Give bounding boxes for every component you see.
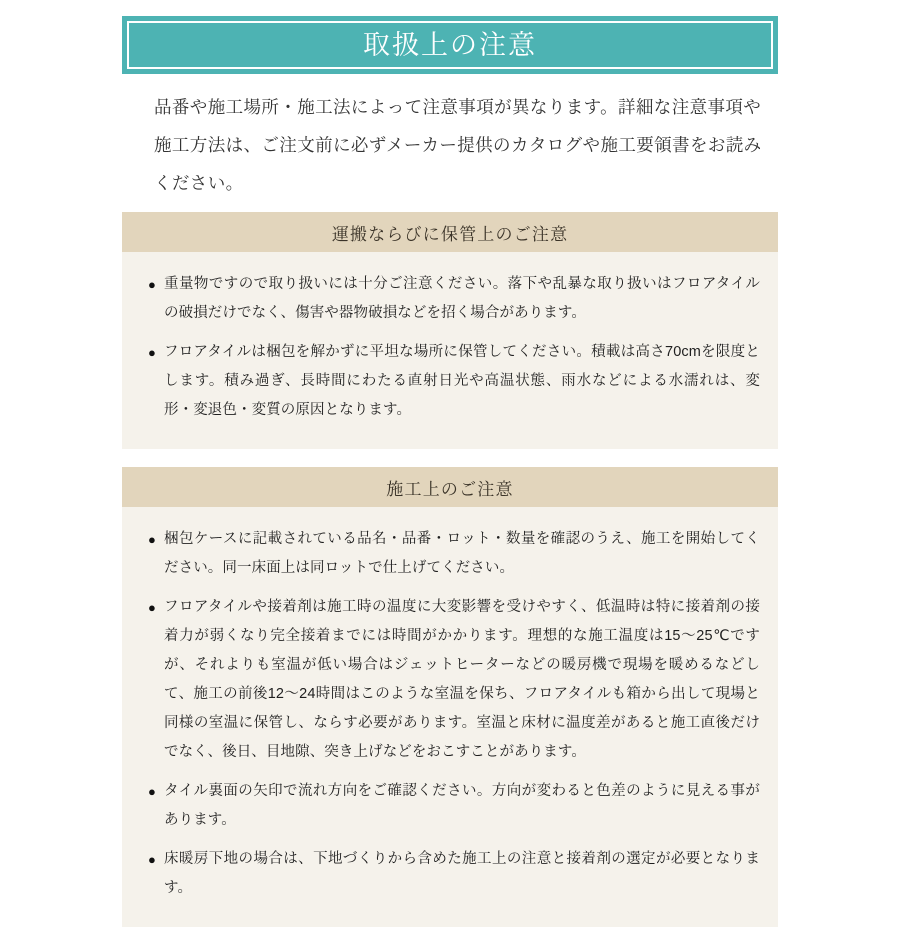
bullet-marker-icon: ● <box>148 600 156 615</box>
list-item <box>148 270 760 328</box>
intro-paragraph: 品番や施工場所・施工法によって注意事項が異なります。詳細な注意事項や施工方法は、ご注文前に必ずメーカー提供のカタログや施工要領書をお読みください。 <box>154 97 762 193</box>
section-body-transport-storage <box>122 252 778 449</box>
list-item <box>148 777 760 835</box>
list-item-text: 梱包ケースに記載されている品名・品番・ロット・数量を確認のうえ、施工を開始してください。同一床面上は同ロットで仕上げてください。 <box>164 531 760 576</box>
list-item <box>148 525 760 583</box>
section-header-installation <box>122 467 778 507</box>
list-item <box>148 338 760 425</box>
bullet-marker-icon: ● <box>148 277 156 292</box>
section-transport-storage <box>122 212 778 449</box>
page-title-banner-inner-border <box>127 21 773 69</box>
section-heading-label: 施工上のご注意 <box>386 479 514 499</box>
section-installation <box>122 467 778 927</box>
list-item <box>148 593 760 767</box>
section-heading-label: 運搬ならびに保管上のご注意 <box>331 224 569 244</box>
list-item-text: タイル裏面の矢印で流れ方向をご確認ください。方向が変わると色差のように見える事があります。 <box>164 783 760 828</box>
list-item-text: 床暖房下地の場合は、下地づくりから含めた施工上の注意と接着剤の選定が必要となります。 <box>164 851 760 896</box>
list-item-text: 重量物ですので取り扱いには十分ご注意ください。落下や乱暴な取り扱いはフロアタイルの破損だけでなく、傷害や器物破損などを招く場合があります。 <box>164 276 760 321</box>
section-body-installation <box>122 507 778 927</box>
page-title-banner <box>122 16 778 74</box>
bullet-marker-icon: ● <box>148 532 156 547</box>
list-item <box>148 845 760 903</box>
bullet-marker-icon: ● <box>148 345 156 360</box>
list-item-text: フロアタイルや接着剤は施工時の温度に大変影響を受けやすく、低温時は特に接着剤の接着力が弱くなり完全接着までには時間がかかります。理想的な施工温度は15〜25℃ですが、それよりも室温が低い場合はジェットヒーターなどの暖房機で現場を暖めるなどして、施工の前後12〜24時間はこのような室温を保ち、フロアタイルも箱から出して現場と同様の室温に保管し、ならす必要があります。室温と床材に温度差があると施工直後だけでなく、後日、目地隙、突き上げなどをおこすことがあります。 <box>164 599 760 760</box>
bullet-marker-icon: ● <box>148 784 156 799</box>
page-title: 取扱上の注意 <box>363 29 537 60</box>
list-item-text: フロアタイルは梱包を解かずに平坦な場所に保管してください。積載は高さ70cmを限度とします。積み過ぎ、長時間にわたる直射日光や高温状態、雨水などによる水濡れは、変形・変退色・変質の原因となります。 <box>164 344 760 418</box>
bullet-marker-icon: ● <box>148 852 156 867</box>
section-header-transport-storage <box>122 212 778 252</box>
